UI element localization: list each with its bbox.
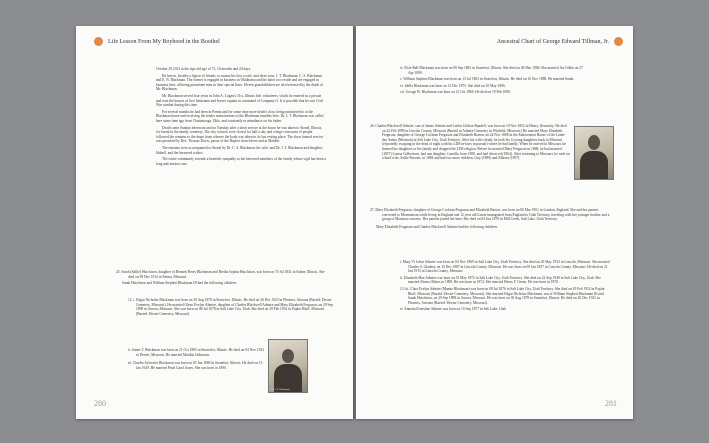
top-children-list [388, 66, 588, 97]
photo-caption: Dr. J. T. Blackman [271, 388, 290, 391]
right-page [356, 26, 633, 419]
portrait-photo [268, 339, 308, 393]
genealogy-entry: 26. Charles Blackwell Admire, son of James Admire and Letitia Chilton Randell, was born on 10 Nov 1852 in Henry, Kentucky. He died on 22 Feb 1899 in Lincoln County, Missouri (Buried in Admire Cemetery in Winfield, Missouri.) He married Mary Elizabeth Ferguson, daughter of George Cochran Ferguson and Elizabeth Barton, on 24 Nov 1868 in the Endowment House of the Latter-day Saints (Mormon) in Salt Lake City, Utah Territory. After his wife's death, he took his 4 young daughters back to Missouri (reportedly escaping in the dead of night with his LDS in-laws in pursuit) where he had family. When he arrived in Missouri, he learned his daughters or his family and dropped the LDS religion. Before he married Mary Ferguson in 1868, he had married (1857) Louisa Culbertson, had one daughter, Camilla, born 1858, and had divorced (1864). After returning to Missouri, he took on a third wife, Sallie Parsons, in 1884 and had two more children, Guy (1890) and Alberta (1897). [370, 124, 570, 161]
child-entry: 12. i. Edgar Nicholas Blackman was born on 30 Aug 1878 in Stonefort, Illinois. He died on 26 Dec 1923 in Phoenix, Arizona (Buried: Dexter Cemetery, Missouri). He married Gleno Evelyn Admire, daughter of Charles Blackwell Admire and Mary Elizabeth Ferguson, on 29 Sep 1898 in Aurora, Missouri. She was born on 08 Jul 1878 in Salt Lake City, Utah. She died on 29 Feb 1952 in Poplar Bluff, Missouri (Buried: Dexter Cemetery, Missouri). [128, 298, 333, 316]
genealogy-entry: 27. Mary Elizabeth Ferguson, daughter of George Cochran Ferguson and Elizabeth Barton, was born on 06 Mar 1851 in London, England. She and her parents converted to Mormonism while living in England and 12 year old Lizzie immigrated from England to Utah Territory, traveling with her younger brother and a group of Mormon converts. Her parents joined her later. She died on 04 Jun 1878 in Mill Creek, Salt Lake, Utah Territory. [370, 208, 610, 222]
photo-figure-head [282, 349, 294, 363]
child-entry: 13. iii. Clara Evelyn Admire (Mamie Blackman) was born on 08 Jul 1876 in Salt Lake City, Utah Territory. She died on 29 Feb 1952 in Poplar Bluff, Missouri (Buried: Dexter Cemetery, Missouri). She married Edgar Nicholas Blackman, son of William Stephen Blackman III and Sarah Hutchison, on 29 Sep 1898 in Aurora, Missouri. He was born on 30 Aug 1878 in Stonefort, Illinois. He died on 26 Dec 1923 in Phoenix, Arizona (Buried: Dexter Cemetery, Missouri). [400, 286, 605, 305]
entry-26-block [370, 124, 570, 163]
child-entry: vii. George W. Blackman was born on 21 Oct 1866. He died on 19 Feb 1890. [400, 90, 511, 95]
body-column-top [156, 67, 326, 168]
children-intro: Mary Elizabeth Ferguson and Charles Blackwell Admire had the following children: [376, 224, 498, 229]
running-header-left: Life Lesson From My Boyhood in the Boothel [108, 39, 220, 45]
left-page [76, 26, 353, 419]
paragraph: He leaves, besides a legion of friends, to mourn his loss a wife, and three sons, J. T. Blackman, C. S. Blackman and E. N. Blackman. The former is engaged in business in Oklahoma and the latter two reside and are engaged in business here, all being prominent men in their special lines. Eleven grandchildren are also bereaved by the death of Mr. Blackman. [156, 73, 323, 92]
page-number-right: 281 [605, 399, 617, 408]
children-list-narrow [116, 348, 266, 372]
paragraph: The entire community extends a heartfelt sympathy to the bereaved members of the family whose vigil has been a long and anxious one. [156, 157, 326, 166]
entry-27-block [370, 208, 610, 231]
paragraph: Death came Sunday afternoon and on Tuesday after a short service at the house he was taken to Stonel, Illinois, for burial in the family cemetery. The city schools were closed for half a day and a large concourse of people followed the remains to the depot from whence the body was taken to its last resting place. The short funeral service was preached by Rev. Thomas Davis, pastor of the Baptist church here and at Malden. [156, 125, 324, 144]
photo-figure-body [580, 151, 608, 179]
bullet-dot-icon [94, 37, 103, 46]
photo-figure-head [588, 135, 600, 150]
portrait-photo [574, 126, 614, 180]
running-header-right: Ancestral Chart of George Edward Tillman, Jr. [496, 39, 609, 45]
children-list-wide [116, 298, 336, 318]
child-entry: ii. Elizabeth Mae Admire was born on 01 May 1872 in Salt Lake City, Utah Territory. She died on 22 Sep 1949 in Salt Lake City, Utah. She married Alonzo Mains in 1899. He was born in 1874. She married Henry F. Green. He was born in 1870. [400, 275, 601, 285]
child-entry: ii. James T. Blackman was born on 21 Oct 1865 in Stonefort, Illinois. He died on 04 Nov 1923 in Dexter, Missouri. He married Matilda Unknown. [128, 348, 265, 357]
children-intro: Sarah Hutchison and William Stephen Blackman III had the following children: [122, 281, 237, 286]
children-list [388, 260, 610, 314]
child-entry: iv. Annetta Ernestine Admire was born on 15 Sep 1877 in Salt Lake, Utah [400, 307, 507, 312]
child-entry: v. William Stephen Blackman was born on 13 Jul 1863 in Stonefort, Illinois. He died on 16 Nov 1888. He married Sarah. [400, 77, 575, 82]
genealogy-entry: 25. Sarah (Sallie) Hutchison, daughter of Bennett Berry Blackman and Bertha Sophia Hutchison, was born on 19 Jul 1841 in Saline, Illinois. She died on 09 Dec 1914 in Parma, Missouri. [116, 270, 325, 279]
child-entry: iv. Elsie Bell Blackman was born on 09 Sep 1881 in Stonefort, Illinois. She died on 06 Mar 1906. She married Joe Gibbs on 27 Apr 1899. [400, 66, 583, 75]
entry-25-block [116, 270, 331, 288]
paragraph: For several months he had been in Parma and for some time more death's door, being ministered to at the Blackman home and receiving the tender ministrations of the Blackman families here. Dr. J. T. Blackman was called here some time ago from Chattanooga, Okla. and constantly in attendance on his father. [156, 109, 324, 123]
paragraph: October 29,1913 at the ripe old age of 73, 10 months and 24 days. [156, 67, 252, 71]
paragraph: The remains were accompanied to Stonel by Dr. C. S. Blackman, his wife, and Dr. J. T. Blackman and daughter, Idabell, and the bereaved widow. [156, 145, 324, 155]
bullet-dot-icon [614, 37, 623, 46]
paragraph: Mr. Blackman served four years in John A. Logan's 31st, Illinois Infr. volunteers, which he entered as a private and won the honors of first lieutenant and brevet captain in command of Company G. It is possible that he saw Civil War combat during this time. [156, 93, 324, 108]
page-number-left: 280 [94, 399, 106, 408]
child-entry: iii. Charles Sylvester Blackman was born on 03 Jun 1869 in Stonefort, Illinois. He died on 15 Jan 1929. He married Pearl Carol Jones. She was born in 1890. [128, 361, 263, 370]
child-entry: vi. Idella Blackman was born on 13 Dec 1875. She died on 10 May 1896. [400, 83, 506, 88]
child-entry: i. Mary Vi Lettie Admire was born on 04 Nov 1869 in Salt Lake City, Utah Territory. She died on 20 May 1933 in Lincoln, Missouri. She married Charles S. Gladney on 10 Dec 1887 in Lincoln County, Missouri. He was born on 09 Jan 1857 in Lincoln County, Missouri. He died on 21 Jan 1915 in Lincoln County, Missouri. [400, 260, 610, 274]
